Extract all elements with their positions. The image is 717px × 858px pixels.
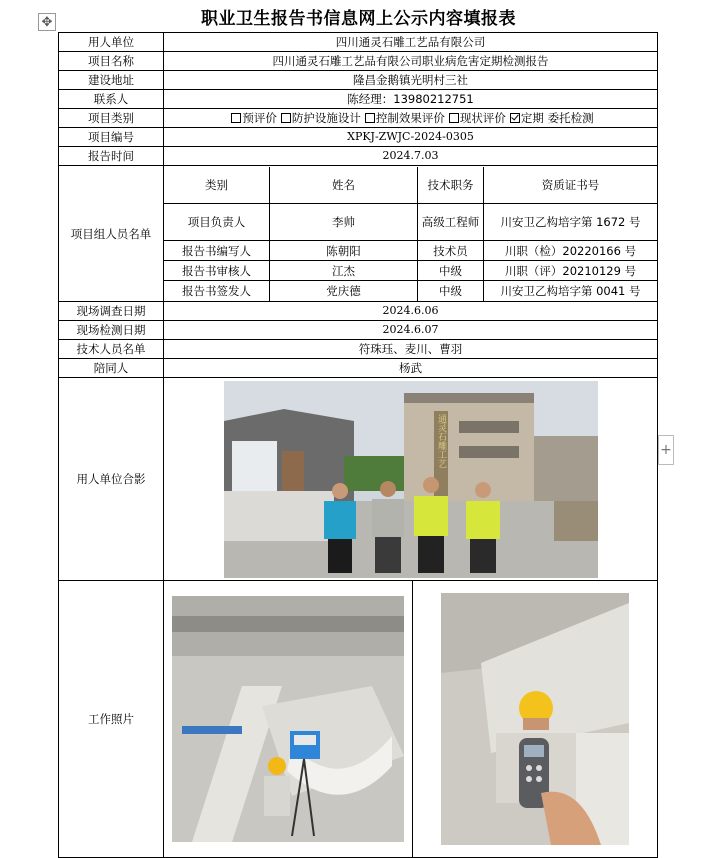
label-project-no: 项目编号 <box>59 128 164 147</box>
team-row <box>164 281 657 301</box>
team-header-title: 技术职务 <box>418 167 484 204</box>
value-contact: 陈经理：13980212751 <box>164 90 658 109</box>
row-project-name <box>59 52 658 71</box>
team-row <box>164 261 657 281</box>
value-companion: 杨武 <box>164 359 658 378</box>
team-cert: 川职（检）20220166 号 <box>484 241 658 261</box>
project-type-option-label: 定期 委托检测 <box>520 111 594 125</box>
value-address: 隆昌金鹅镇光明村三社 <box>164 71 658 90</box>
team-role: 报告书编写人 <box>164 241 270 261</box>
row-project-no <box>59 128 658 147</box>
move-handle-icon[interactable]: ✥ <box>38 13 56 31</box>
work-photo-1 <box>172 596 404 842</box>
project-type-option-label: 控制效果评价 <box>375 111 445 125</box>
team-table <box>164 167 657 301</box>
label-companion: 陪同人 <box>59 359 164 378</box>
team-title: 中级 <box>418 281 484 301</box>
label-project-type: 项目类别 <box>59 109 164 128</box>
project-type-option[interactable] <box>361 111 445 125</box>
work-photo-left-cell <box>164 581 413 857</box>
team-role: 报告书审核人 <box>164 261 270 281</box>
row-team <box>59 166 658 302</box>
team-name: 李帅 <box>270 204 418 241</box>
info-form-table <box>58 32 658 858</box>
team-role: 报告书签发人 <box>164 281 270 301</box>
row-project-type <box>59 109 658 128</box>
row-employer <box>59 33 658 52</box>
label-team: 项目组人员名单 <box>59 166 164 302</box>
label-work-photos: 工作照片 <box>59 581 164 858</box>
team-title: 技术员 <box>418 241 484 261</box>
label-survey-date: 现场调查日期 <box>59 302 164 321</box>
team-cert: 川安卫乙构培字第 1672 号 <box>484 204 658 241</box>
team-cert: 川职（评）20210129 号 <box>484 261 658 281</box>
work-photo-2 <box>441 593 629 845</box>
team-role: 项目负责人 <box>164 204 270 241</box>
row-contact <box>59 90 658 109</box>
row-test-date <box>59 321 658 340</box>
label-employer: 用人单位 <box>59 33 164 52</box>
value-report-date: 2024.7.03 <box>164 147 658 166</box>
value-project-no: XPKJ-ZWJC-2024-0305 <box>164 128 658 147</box>
team-cell <box>164 166 658 302</box>
row-companion <box>59 359 658 378</box>
label-group-photo: 用人单位合影 <box>59 378 164 581</box>
label-address: 建设地址 <box>59 71 164 90</box>
team-cert: 川安卫乙构培字第 0041 号 <box>484 281 658 301</box>
team-header-role: 类别 <box>164 167 270 204</box>
row-report-date <box>59 147 658 166</box>
team-name: 陈朝阳 <box>270 241 418 261</box>
label-test-date: 现场检测日期 <box>59 321 164 340</box>
team-row <box>164 204 657 241</box>
team-title: 中级 <box>418 261 484 281</box>
team-header-cert: 资质证书号 <box>484 167 658 204</box>
project-type-option-label: 预评价 <box>242 111 277 125</box>
project-type-option[interactable] <box>277 111 361 125</box>
team-row <box>164 241 657 261</box>
project-type-option[interactable] <box>227 111 277 125</box>
value-project-type <box>164 109 658 128</box>
group-photo <box>224 381 598 578</box>
project-type-option-label: 防护设施设计 <box>291 111 361 125</box>
team-header-row <box>164 167 657 204</box>
row-address <box>59 71 658 90</box>
team-name: 党庆德 <box>270 281 418 301</box>
checkbox-icon[interactable] <box>231 113 241 123</box>
checkbox-icon[interactable] <box>281 113 291 123</box>
value-test-date: 2024.6.07 <box>164 321 658 340</box>
group-photo-cell <box>164 378 658 581</box>
row-group-photo <box>59 378 658 581</box>
label-report-date: 报告时间 <box>59 147 164 166</box>
checkbox-icon[interactable] <box>449 113 459 123</box>
value-employer: 四川通灵石雕工艺品有限公司 <box>164 33 658 52</box>
team-header-name: 姓名 <box>270 167 418 204</box>
project-type-options <box>227 111 593 125</box>
team-name: 江杰 <box>270 261 418 281</box>
label-project-name: 项目名称 <box>59 52 164 71</box>
building-sign: 通灵石雕工艺 <box>435 413 446 468</box>
project-type-option[interactable] <box>506 111 594 125</box>
checkbox-checked-icon[interactable] <box>510 113 520 123</box>
label-technicians: 技术人员名单 <box>59 340 164 359</box>
work-photo-right-cell <box>413 581 658 857</box>
project-type-option-label: 现状评价 <box>459 111 506 125</box>
checkbox-icon[interactable] <box>365 113 375 123</box>
label-contact: 联系人 <box>59 90 164 109</box>
project-type-option[interactable] <box>445 111 506 125</box>
page-title: 职业卫生报告书信息网上公示内容填报表 <box>201 9 516 29</box>
value-technicians: 符珠珏、麦川、曹羽 <box>164 340 658 359</box>
team-title: 高级工程师 <box>418 204 484 241</box>
row-survey-date <box>59 302 658 321</box>
value-survey-date: 2024.6.06 <box>164 302 658 321</box>
row-work-photos <box>59 581 658 858</box>
work-photos-table <box>164 581 657 857</box>
row-technicians <box>59 340 658 359</box>
plus-icon[interactable]: + <box>658 435 674 465</box>
value-project-name: 四川通灵石雕工艺品有限公司职业病危害定期检测报告 <box>164 52 658 71</box>
work-photos-cell <box>164 581 658 858</box>
